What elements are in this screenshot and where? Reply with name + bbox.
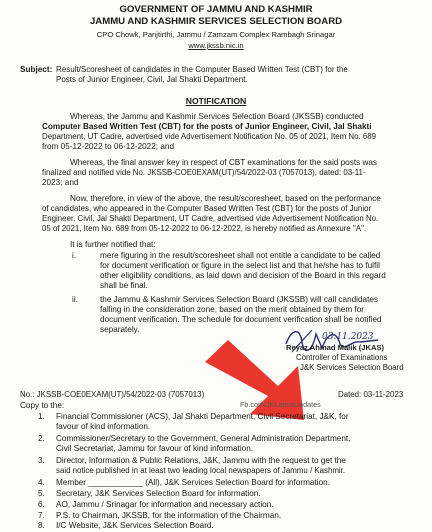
copy-line: P.S. to Chairman, JKSSB, for the information of the Chairman.	[56, 511, 282, 520]
item-line: mere figuring in the result/scoresheet shall not entitle a candidate to be called	[100, 251, 381, 260]
signer-title: Controller of Examinations	[296, 353, 388, 362]
item-num: i.	[72, 251, 77, 260]
header-website[interactable]: www.jkssb.nic.in	[188, 41, 244, 50]
header-address: CPO Chowk, Panjtirthi, Jammu / Zamzam Complex Rambagh Srinagar	[96, 30, 336, 39]
signature-date: 03.11.2023	[322, 332, 374, 342]
item-line: separately.	[100, 325, 140, 334]
copy-num: 4.	[38, 478, 45, 487]
item-line: document verification. The schedule for document verification shall be notified	[100, 315, 382, 324]
para2-line: 2023; and	[42, 178, 79, 187]
signer-title: J&K Services Selection Board	[300, 363, 404, 372]
item-line: the Jammu & Kashmir Services Selection Board (JKSSB) will call candidates	[100, 295, 379, 304]
copy-num: 2.	[38, 434, 45, 443]
copy-line: AO, Jammu / Srinagar for information and necessary action.	[56, 500, 274, 509]
watermark: Fb.com/JKLatestUpdates	[240, 400, 321, 409]
copy-num: 3.	[38, 456, 45, 465]
para3-line: 05 of 2021, Item No. 689 from 05-12-2022 to 06-12-2022, is hereby notified as Annexure "A".	[42, 224, 367, 233]
copy-num: 5.	[38, 489, 45, 498]
copy-line: said notice published in at least two leading local newspapers of Jammu / Kashmir.	[56, 466, 346, 475]
para1-line: Department, UT Cadre, advertised vide Advertisement Notification No. 05 of 2021, Item No. 689	[42, 132, 377, 141]
copy-line: Commissioner/Secretary to the Government, General Administration Department,	[56, 434, 351, 443]
copy-num: 6.	[38, 500, 45, 509]
subject-line1: Result/Scoresheet of candidates in the Computer Based Written Test (CBT) for the	[56, 65, 348, 74]
signer-name: Reyaz Ahmad Malik (JKAS)	[286, 343, 385, 352]
para2-line: finalized and notified vide No. JKSSB-COE0EXAM(UT)/54/2022-03 (7057013), dated: 03-11-	[42, 168, 366, 177]
para2-line: Whereas, the final answer key in respect of CBT examinations for the said posts was	[70, 158, 378, 167]
copy-line: Secretary, J&K Services Selection Board for information.	[56, 489, 261, 498]
copy-to-label: Copy to the:	[20, 401, 65, 410]
para3-line: Engineer, Civil, Jal Shakti Department, UT Cadre, advertised vide Advertisement Notification No.	[42, 214, 379, 223]
copy-num: 8.	[38, 521, 45, 530]
copy-line: Member ____________ (All), J&K Services Selection Board for information.	[56, 478, 330, 487]
header-line1: GOVERNMENT OF JAMMU AND KASHMIR	[119, 4, 313, 15]
copy-line: Director, Information & Public Relations, J&K, Jammu with the request to get the	[56, 456, 346, 465]
item-line: other eligibility conditions, as laid down and decision of the Board in this regard	[100, 271, 386, 280]
para3-line: of candidates, who appeared in the Computer Based Written Test (CBT) for the posts of Junior	[42, 204, 372, 213]
ref-number: No.: JKSSB-COE0EXAM(UT)/54/2022-03 (7057013)	[20, 390, 205, 399]
para1-line: Computer Based Written Test (CBT) for the posts of Junior Engineer, Civil, Jal Shakti	[42, 122, 372, 131]
item-line: shall be final.	[100, 281, 148, 290]
subject-label: Subject:	[20, 65, 53, 74]
para1-line: from 05-12-2022 to 06-12-2022; and	[42, 142, 174, 151]
item-line: falling in the consideration zone, based on the merit obtained by them for	[100, 305, 364, 314]
copy-num: 7.	[38, 511, 45, 520]
item-line: for document verification or figure in the select list and that he/she has to fulfil	[100, 261, 380, 270]
copy-line: I/C Website, J&K Services Selection Board.	[56, 521, 214, 530]
para3-line: Now, therefore, in view of the above, the result/scoresheet, based on the performance	[70, 194, 381, 203]
subject-line2: Posts of Junior Engineer, Civil, Jal Shakti Department.	[56, 75, 248, 84]
copy-line: favour of kind information.	[56, 422, 151, 431]
copy-num: 1.	[38, 412, 45, 421]
copy-line: Financial Commissioner (ACS), Jal Shakti Department, Civil Secretariat, J&K, for	[56, 412, 349, 421]
ref-date: Dated: 03-11-2023	[338, 390, 404, 399]
notification-title: NOTIFICATION	[185, 96, 247, 106]
copy-line: Civil Secretariat, Jammu for favour of kind information.	[56, 444, 254, 453]
para1-line: Whereas, the Jammu and Kashmir Services Selection Board (JKSSB) conducted	[70, 112, 364, 121]
header-line2: JAMMU AND KASHMIR SERVICES SELECTION BOARD	[89, 16, 343, 27]
further-notified: It is further notified that:	[70, 240, 156, 249]
item-num: ii.	[72, 295, 78, 304]
